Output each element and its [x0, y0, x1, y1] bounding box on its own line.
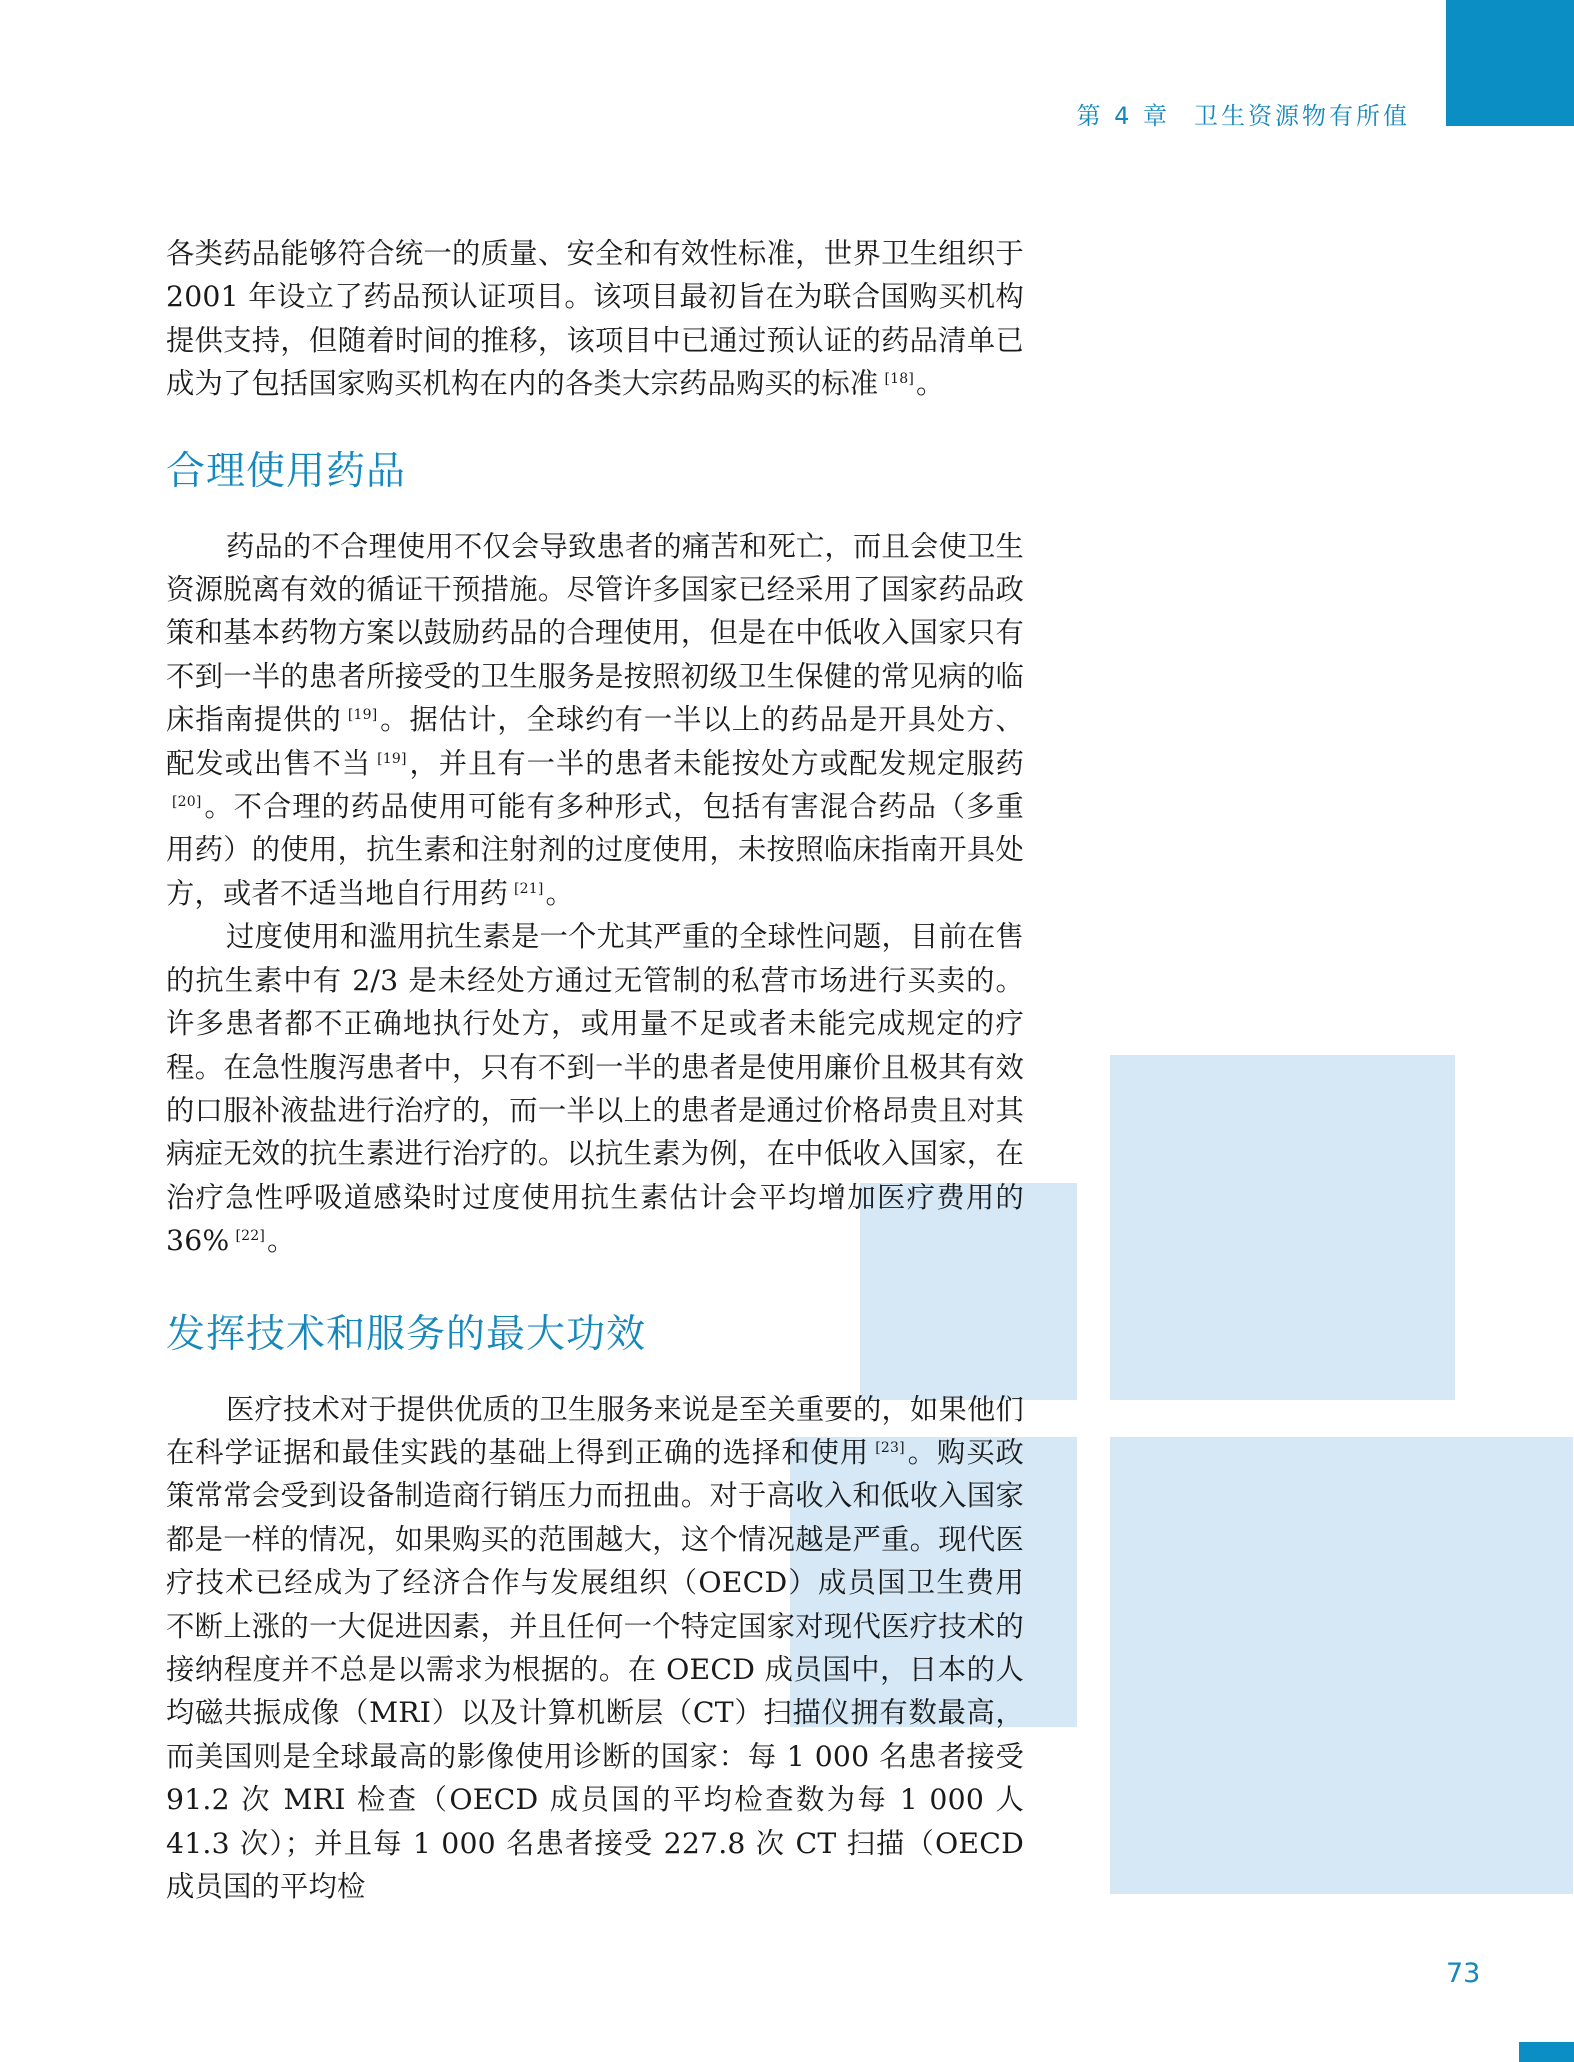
decorative-block-a — [1110, 1055, 1455, 1400]
section-heading-technology: 发挥技术和服务的最大功效 — [166, 1311, 647, 1357]
running-header — [1076, 96, 1410, 131]
decorative-block-c — [1110, 1437, 1573, 1894]
citation: [19] — [377, 750, 407, 767]
chapter-title: 卫生资源物有所值 — [1194, 102, 1410, 130]
paragraph: 医疗技术对于提供优质的卫生服务来说是至关重要的，如果他们在科学证据和最佳实践的基础上得到正确的选择和使用 [23]。购买政策常常会受到设备制造商行销压力而扭曲。对于高收入和低收入国家都是一样的情况，如果购买的范围越大，这个情况越是严重。现代医疗技术已经成为了经济合作与发展组织（OECD）成员国卫生费用不断上涨的一大促进因素，并且任何一个特定国家对现代医疗技术的接纳程度并不总是以需求为根据的。在 OECD 成员国中，日本的人均磁共振成像（MRI）以及计算机断层（CT）扫描仪拥有数最高，而美国则是全球最高的影像使用诊断的国家：每 1 000 名患者接受 91.2 次 MRI 检查（OECD 成员国的平均检查数为每 1 000 人 41.3 次）；并且每 1 000 名患者接受 227.8 次 CT 扫描（OECD 成员国的平均检 — [166, 1392, 1024, 1903]
citation: [18] — [884, 371, 914, 388]
bottom-right-color-block — [1519, 2042, 1574, 2062]
top-right-color-block — [1446, 0, 1574, 126]
chapter-number: 第 4 章 — [1076, 102, 1170, 130]
citation: [20] — [172, 794, 202, 811]
section-heading-rational-use: 合理使用药品 — [166, 448, 407, 494]
page-number: 73 — [1446, 1958, 1481, 1989]
citation: [21] — [513, 880, 544, 897]
intro-paragraph: 各类药品能够符合统一的质量、安全和有效性标准，世界卫生组织于 2001 年设立了药品预认证项目。该项目最初旨在为联合国购买机构提供支持，但随着时间的推移，该项目中已通过预认证的药品清单已成为了包括国家购买机构在内的各类大宗药品购买的标准 [18]。 — [166, 237, 1024, 401]
citation: [19] — [347, 707, 378, 724]
paragraph: 过度使用和滥用抗生素是一个尤其严重的全球性问题，目前在售的抗生素中有 2/3 是未经处方通过无管制的私营市场进行买卖的。许多患者都不正确地执行处方，或用量不足或者未能完成规定的疗程。在急性腹泻患者中，只有不到一半的患者是使用廉价且极其有效的口服补液盐进行治疗的，而一半以上的患者是通过价格昂贵且对其病症无效的抗生素进行治疗的。以抗生素为例，在中低收入国家，在治疗急性呼吸道感染时过度使用抗生素估计会平均增加医疗费用的 36% [22]。 — [166, 920, 1024, 1258]
page-content — [166, 232, 1024, 1908]
citation: [22] — [235, 1228, 266, 1245]
citation: [23] — [875, 1439, 905, 1456]
paragraph: 药品的不合理使用不仅会导致患者的痛苦和死亡，而且会使卫生资源脱离有效的循证干预措施。尽管许多国家已经采用了国家药品政策和基本药物方案以鼓励药品的合理使用，但是在中低收入国家只有不到一半的患者所接受的卫生服务是按照初级卫生保健的常见病的临床指南提供的 [19]。据估计，全球约有一半以上的药品是开具处方、配发或出售不当 [19]，并且有一半的患者未能按处方或配发规定服药[20]。不合理的药品使用可能有多种形式，包括有害混合药品（多重用药）的使用，抗生素和注射剂的过度使用，未按照临床指南开具处方，或者不适当地自行用药 [21]。 — [166, 529, 1025, 910]
